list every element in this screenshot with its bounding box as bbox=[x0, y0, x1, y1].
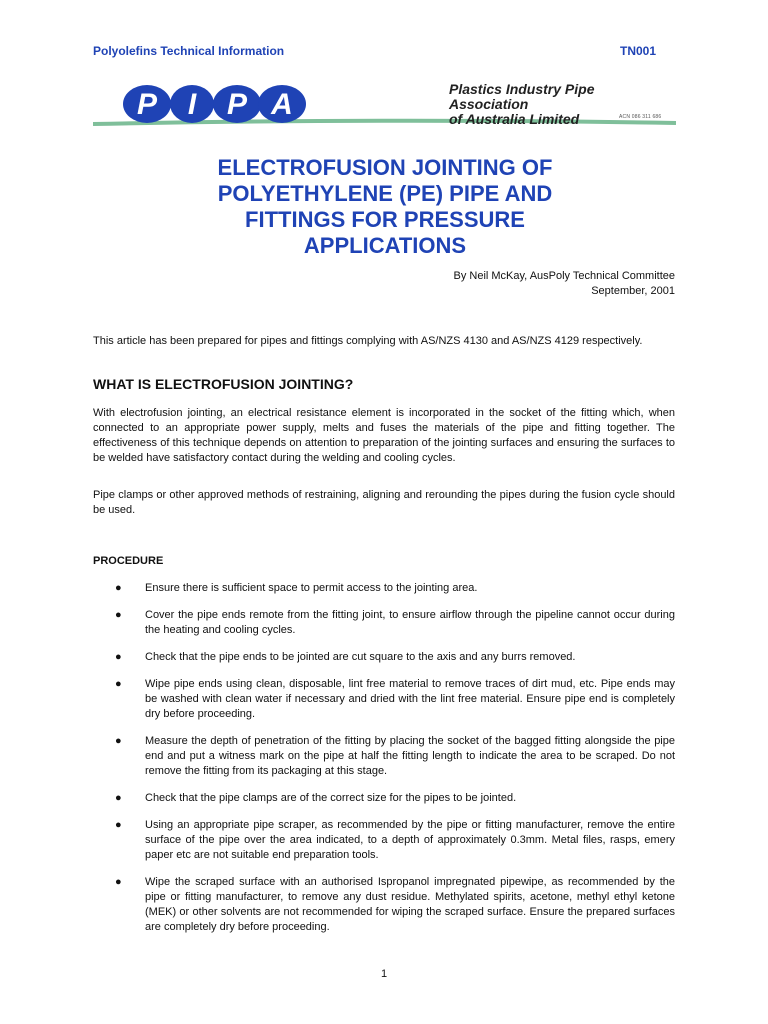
logo-letter-p2: P bbox=[226, 88, 248, 121]
procedure-item bbox=[93, 608, 675, 638]
bullet-icon: ● bbox=[115, 582, 122, 594]
procedure-heading: PROCEDURE bbox=[93, 555, 164, 567]
procedure-item-text: Check that the pipe clamps are of the correct size for the pipes to be jointed. bbox=[145, 792, 517, 804]
procedure-item bbox=[93, 734, 675, 779]
document-title bbox=[190, 155, 580, 259]
pipa-logo bbox=[93, 82, 676, 130]
logo-letter-p1: P bbox=[136, 88, 158, 121]
bullet-icon: ● bbox=[115, 609, 122, 621]
bullet-icon: ● bbox=[115, 651, 122, 663]
procedure-item bbox=[93, 791, 675, 806]
logo-org-line1: Plastics Industry Pipe Association bbox=[449, 81, 595, 112]
bullet-icon: ● bbox=[115, 792, 122, 804]
logo-acn: ACN 086 311 686 bbox=[619, 114, 662, 120]
section-paragraph-2: Pipe clamps or other approved methods of restraining, aligning and rerounding the pipes during the fusion cycle should be used. bbox=[93, 489, 675, 516]
bullet-icon: ● bbox=[115, 819, 122, 831]
procedure-item-text: Using an appropriate pipe scraper, as recommended by the pipe or fitting manufacturer, remove the entire surface of the pipe over the area indicated, to a depth of approximately 0.3mm. Metal files, rasps, emery paper etc are not suitable end preparation tools. bbox=[145, 819, 675, 861]
logo-organisation-name bbox=[449, 82, 674, 127]
procedure-item-text: Measure the depth of penetration of the fitting by placing the socket of the bagged fitting alongside the pipe end and put a witness mark on the pipe at half the fitting length to indicate the area to be scraped. Do not remove the fitting from its packaging at this stage. bbox=[145, 735, 675, 777]
procedure-item bbox=[93, 581, 675, 596]
bullet-icon: ● bbox=[115, 876, 122, 888]
document-code: TN001 bbox=[620, 44, 657, 58]
title-line-1: ELECTROFUSION JOINTING OF bbox=[217, 155, 553, 180]
procedure-item-text: Check that the pipe ends to be jointed are cut square to the axis and any burrs removed. bbox=[145, 651, 576, 663]
procedure-item bbox=[93, 650, 675, 665]
section-paragraph-1: With electrofusion jointing, an electrical resistance element is incorporated in the socket of the fitting which, when connected to an appropriate power supply, melts and fuses the materials of the pipe and fitting together. The effectiveness of this technique depends on attention to preparation of the jointing surfaces and ensuring the surfaces to be welded have satisfactory contact during the welding and cooling cycles. bbox=[93, 407, 675, 464]
bullet-icon: ● bbox=[115, 735, 122, 747]
bullet-icon: ● bbox=[115, 678, 122, 690]
byline bbox=[453, 269, 675, 299]
intro-paragraph: This article has been prepared for pipes and fittings complying with AS/NZS 4130 and AS/NZS 4129 respectively. bbox=[93, 335, 643, 347]
logo-letter-a: A bbox=[271, 88, 293, 121]
logo-org-line2: of Australia Limited bbox=[449, 111, 580, 127]
procedure-item-text: Wipe pipe ends using clean, disposable, lint free material to remove traces of dirt mud, etc. Pipe ends may be washed with clean water if necessary and dried with the lint free material. Ensure pipe end is completely dry before proceeding. bbox=[145, 678, 675, 720]
procedure-item-text: Cover the pipe ends remote from the fitting joint, to ensure airflow through the pipeline cannot occur during the heating and cooling cycles. bbox=[145, 609, 675, 636]
page-number: 1 bbox=[380, 968, 388, 980]
title-line-2: POLYETHYLENE (PE) PIPE AND bbox=[217, 181, 553, 206]
procedure-item-text: Ensure there is sufficient space to permit access to the jointing area. bbox=[145, 582, 478, 594]
title-line-4: APPLICATIONS bbox=[303, 233, 467, 258]
procedure-item bbox=[93, 875, 675, 935]
procedure-item bbox=[93, 677, 675, 722]
procedure-item bbox=[93, 818, 675, 863]
running-header-left: Polyolefins Technical Information bbox=[93, 44, 285, 58]
title-line-3: FITTINGS FOR PRESSURE bbox=[245, 207, 525, 232]
section-heading: WHAT IS ELECTROFUSION JOINTING? bbox=[93, 376, 354, 392]
procedure-item-text: Wipe the scraped surface with an authorised Ispropanol impregnated pipewipe, as recommended by the pipe or fitting manufacturer, to remove any dust residue. Methylated spirits, acetone, methyl ethyl ketone (MEK) or other solvents are not recommended for wiping the scraped surface. Ensure the prepared surfaces are completely dry before proceeding. bbox=[145, 876, 675, 933]
procedure-list bbox=[93, 581, 675, 947]
byline-author: By Neil McKay, AusPoly Technical Committee bbox=[453, 270, 675, 282]
byline-date: September, 2001 bbox=[591, 285, 675, 297]
logo-letter-i: I bbox=[187, 88, 197, 121]
